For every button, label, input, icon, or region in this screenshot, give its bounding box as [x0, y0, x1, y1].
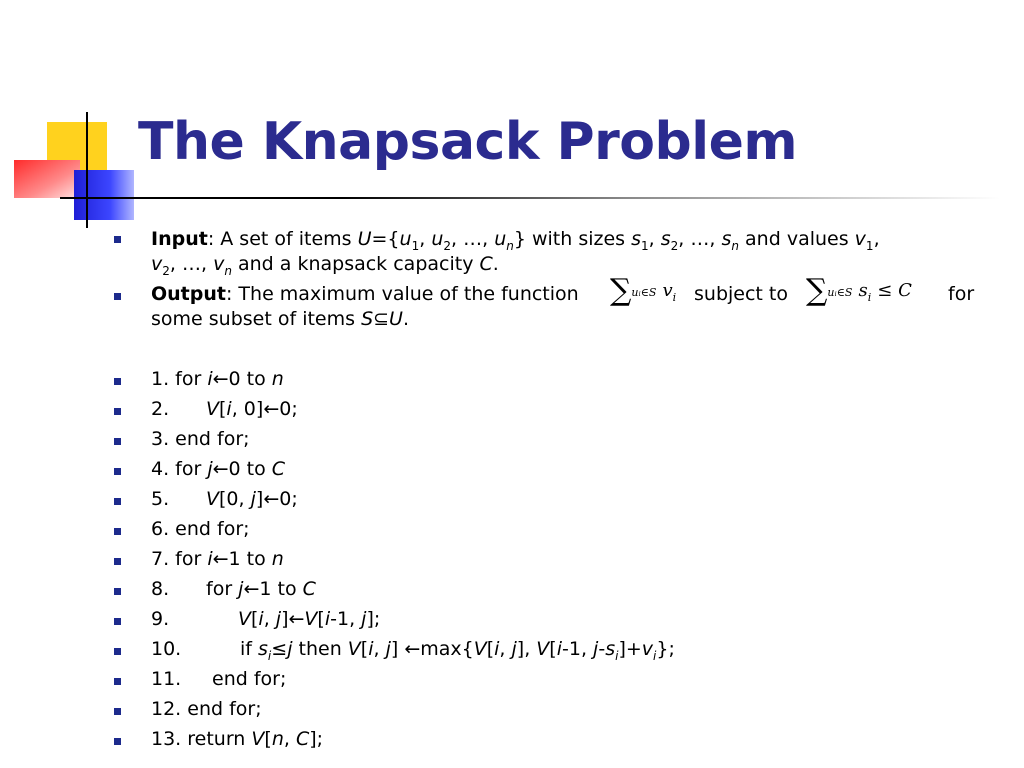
decor-vertical-line	[86, 112, 88, 228]
decor-horizontal-line	[60, 197, 1000, 199]
for-text: for	[948, 283, 975, 305]
bullet-icon	[114, 236, 121, 243]
algo-line-5-body: V[0, j]←0;	[206, 488, 298, 510]
bullet-icon	[114, 498, 121, 505]
algo-line-6: 6. end for;	[151, 518, 250, 540]
sum-formula-1: ∑uᵢ∈S $v_i$	[610, 273, 677, 308]
algo-line-3: 3. end for;	[151, 428, 250, 450]
bullet-icon	[114, 618, 121, 625]
input-line-2: $v_2$, …, $v_n$ and a knapsack capacity C.	[151, 253, 499, 278]
algo-line-9-body: V[i, j]←V[i-1, j];	[238, 608, 381, 630]
algo-line-10-body: if $s_i\le j$ then V[i, j] ←max{V[i, j], V[i-1, $j-s_i]+v_i$};	[240, 638, 675, 663]
bullet-icon	[114, 558, 121, 565]
bullet-icon	[114, 588, 121, 595]
bullet-icon	[114, 708, 121, 715]
algo-line-9: 9.	[151, 608, 170, 630]
bullet-icon	[114, 408, 121, 415]
algo-line-13: 13. return V[n, C];	[151, 728, 324, 750]
algo-line-1: 1. for i←0 to n	[151, 368, 284, 390]
slide-title: The Knapsack Problem	[138, 112, 798, 172]
output-line-2: some subset of items S⊆U.	[151, 308, 410, 330]
bullet-icon	[114, 378, 121, 385]
bullet-icon	[114, 648, 121, 655]
algo-line-12: 12. end for;	[151, 698, 262, 720]
algo-line-10: 10.	[151, 638, 182, 660]
bullet-icon	[114, 293, 121, 300]
algo-line-7: 7. for i←1 to n	[151, 548, 284, 570]
bullet-icon	[114, 738, 121, 745]
algo-line-8: 8.	[151, 578, 170, 600]
bullet-icon	[114, 438, 121, 445]
bullet-icon	[114, 528, 121, 535]
algo-line-5: 5.	[151, 488, 170, 510]
bullet-icon	[114, 468, 121, 475]
output-line-1: Output: The maximum value of the function	[151, 283, 579, 305]
bullet-icon	[114, 678, 121, 685]
sum-formula-2: ∑uᵢ∈S $s_i \le C$	[806, 273, 912, 308]
algo-line-11-body: end for;	[212, 668, 287, 690]
decor-square-red	[14, 160, 80, 198]
decor-square-blue	[74, 170, 134, 220]
algo-line-2-body: V[i, 0]←0;	[206, 398, 298, 420]
input-line-1: Input: A set of items $U=\{u_1$, $u_2$, …, $u_n$} with sizes $s_1$, $s_2$, …, $s_n$ and values $v_1$,	[151, 228, 880, 253]
algo-line-2: 2.	[151, 398, 170, 420]
algo-line-8-body: for j←1 to C	[206, 578, 316, 600]
subject-to-text: subject to	[694, 283, 788, 305]
algo-line-11: 11.	[151, 668, 182, 690]
algo-line-4: 4. for j←0 to C	[151, 458, 286, 480]
